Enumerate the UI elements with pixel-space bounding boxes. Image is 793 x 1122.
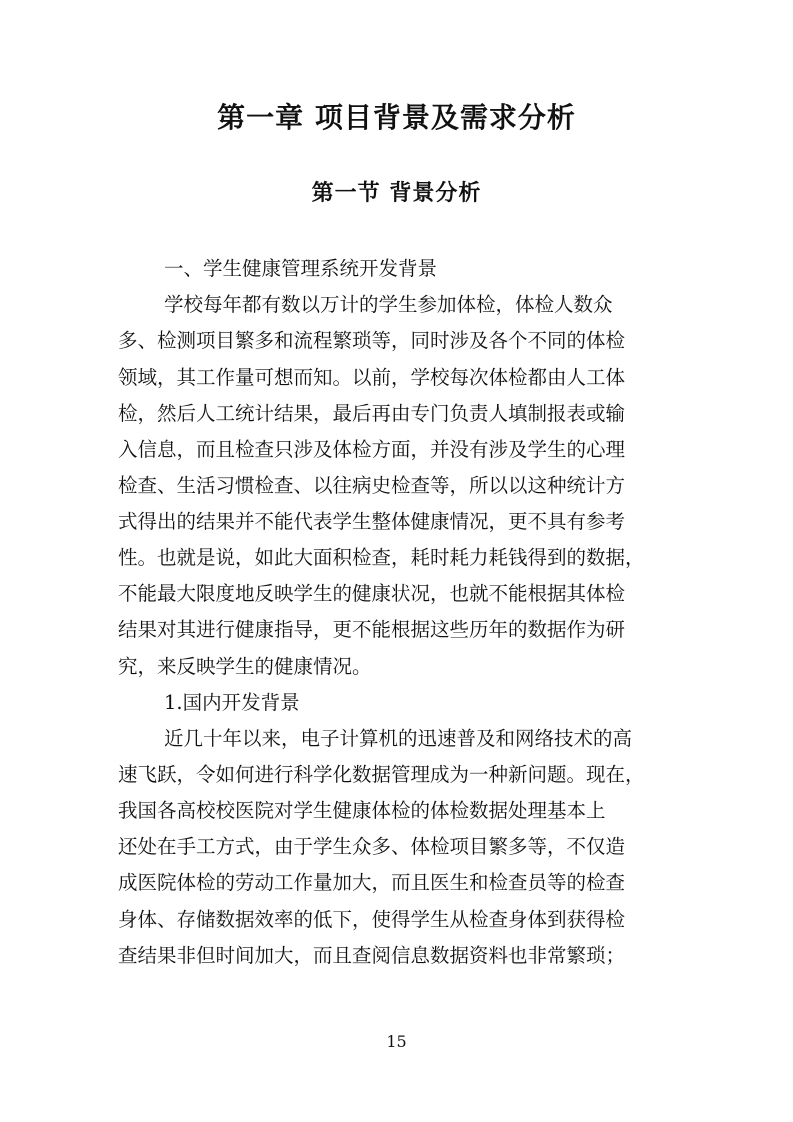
paragraph-line: 学校每年都有数以万计的学生参加体检，体检人数众 (164, 293, 613, 316)
paragraph-line: 究，来反映学生的健康情况。 (118, 655, 372, 678)
subheading-domestic-background: 1.国内开发背景 (164, 691, 300, 714)
paragraph-line: 结果对其进行健康指导，更不能根据这些历年的数据作为研 (118, 618, 626, 641)
paragraph-line: 入信息，而且检查只涉及体检方面，并没有涉及学生的心理 (118, 438, 626, 461)
paragraph-line: 查结果非但时间加大，而且查阅信息数据资料也非常繁琐； (118, 944, 626, 967)
section-title: 第一节 背景分析 (311, 181, 482, 206)
chapter-title: 第一章 项目背景及需求分析 (217, 101, 576, 134)
subheading-system-background: 一、学生健康管理系统开发背景 (164, 257, 438, 280)
paragraph-line: 领域，其工作量可想而知。以前，学校每次体检都由人工体 (118, 366, 626, 389)
paragraph-line: 多、检测项目繁多和流程繁琐等，同时涉及各个不同的体检 (118, 329, 626, 352)
paragraph-line: 式得出的结果并不能代表学生整体健康情况，更不具有参考 (118, 510, 626, 533)
page-number: 15 (386, 1032, 407, 1051)
paragraph-line: 成医院体检的劳动工作量加大，而且医生和检查员等的检查 (118, 871, 626, 894)
paragraph-line: 还处在手工方式，由于学生众多、体检项目繁多等，不仅造 (118, 835, 626, 858)
paragraph-line: 不能最大限度地反映学生的健康状况，也就不能根据其体检 (118, 582, 626, 605)
paragraph-line: 检查、生活习惯检查、以往病史检查等，所以以这种统计方 (118, 474, 626, 497)
paragraph-line: 近几十年以来，电子计算机的迅速普及和网络技术的高 (164, 727, 633, 750)
paragraph-line: 速飞跃，令如何进行科学化数据管理成为一种新问题。现在， (118, 763, 645, 786)
paragraph-line: 我国各高校校医院对学生健康体检的体检数据处理基本上 (118, 799, 606, 822)
paragraph-line: 身体、存储数据效率的低下，使得学生从检查身体到获得检 (118, 908, 626, 931)
paragraph-line: 检，然后人工统计结果，最后再由专门负责人填制报表或输 (118, 402, 626, 425)
paragraph-line: 性。也就是说，如此大面积检查，耗时耗力耗钱得到的数据， (118, 546, 645, 569)
